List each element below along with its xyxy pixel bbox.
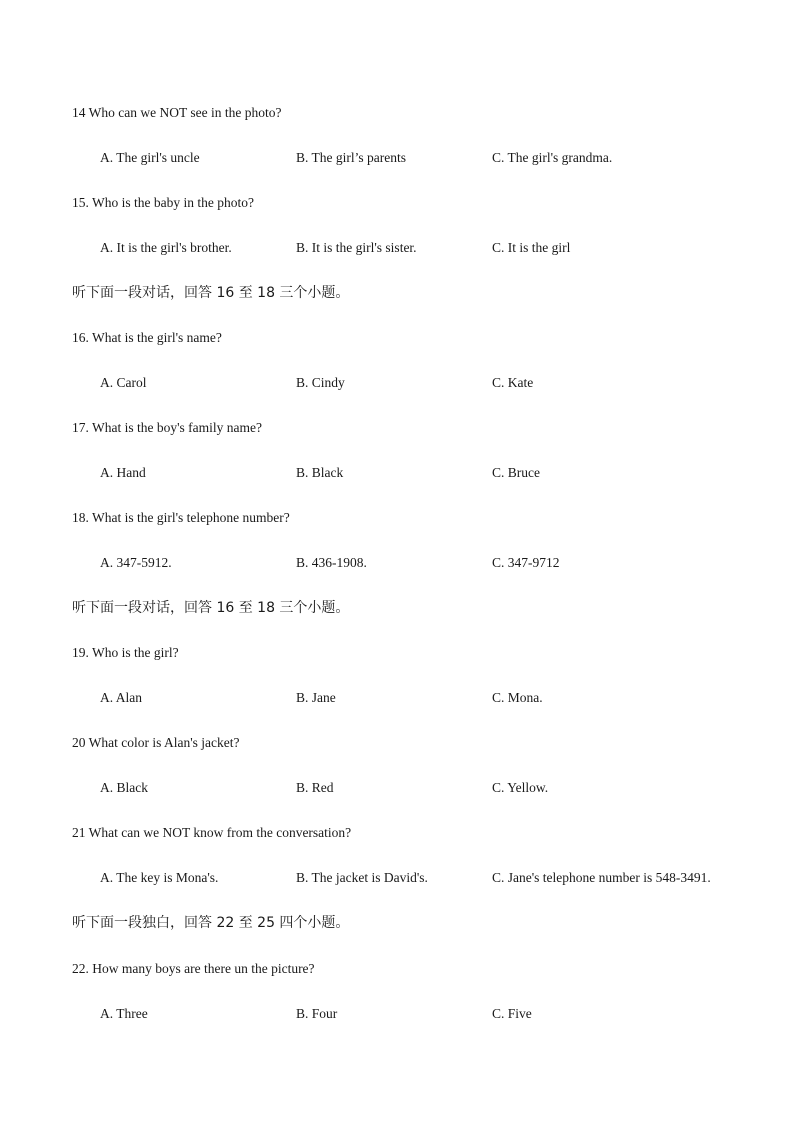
question-22-option-c: C. Five — [492, 1006, 532, 1021]
question-17-option-c: C. Bruce — [492, 465, 540, 480]
question-20-option-b: B. Red — [296, 780, 334, 795]
question-14-option-c: C. The girl's grandma. — [492, 150, 613, 165]
question-15-option-c: C. It is the girl — [492, 240, 571, 255]
section-instruction-2: 听下面一段对话，回答 16 至 18 三个小题。 — [72, 600, 350, 616]
question-16-option-b: B. Cindy — [296, 375, 345, 390]
question-18-option-a: A. 347-5912. — [100, 555, 172, 570]
question-18: 18. What is the girl's telephone number? — [72, 510, 290, 525]
question-16: 16. What is the girl's name? — [72, 330, 222, 345]
question-21: 21 What can we NOT know from the conversation? — [72, 825, 352, 840]
question-19-option-c: C. Mona. — [492, 690, 543, 705]
question-19-option-b: B. Jane — [296, 690, 336, 705]
question-17-option-b: B. Black — [296, 465, 344, 480]
question-21-option-b: B. The jacket is David's. — [296, 870, 428, 885]
question-17-option-a: A. Hand — [100, 465, 146, 480]
question-14-option-a: A. The girl's uncle — [100, 150, 200, 165]
question-21-option-a: A. The key is Mona's. — [100, 870, 219, 885]
question-22: 22. How many boys are there un the picture? — [72, 961, 315, 976]
section-instruction-1: 听下面一段对话，回答 16 至 18 三个小题。 — [72, 285, 350, 301]
question-16-option-a: A. Carol — [100, 375, 147, 390]
question-19: 19. Who is the girl? — [72, 645, 179, 660]
question-15: 15. Who is the baby in the photo? — [72, 195, 254, 210]
question-20-option-a: A. Black — [100, 780, 148, 795]
question-15-option-a: A. It is the girl's brother. — [100, 240, 232, 255]
question-19-option-a: A. Alan — [100, 690, 142, 705]
question-20: 20 What color is Alan's jacket? — [72, 735, 240, 750]
question-17: 17. What is the boy's family name? — [72, 420, 263, 435]
question-22-option-a: A. Three — [100, 1006, 148, 1021]
question-15-option-b: B. It is the girl's sister. — [296, 240, 417, 255]
question-18-option-b: B. 436-1908. — [296, 555, 367, 570]
question-21-option-c: C. Jane's telephone number is 548-3491. — [492, 870, 711, 885]
question-22-option-b: B. Four — [296, 1006, 338, 1021]
question-14: 14 Who can we NOT see in the photo? — [72, 105, 282, 120]
question-20-option-c: C. Yellow. — [492, 780, 549, 795]
question-14-option-b: B. The girl’s parents — [296, 150, 406, 165]
question-18-option-c: C. 347-9712 — [492, 555, 560, 570]
question-16-option-c: C. Kate — [492, 375, 534, 390]
section-instruction-3: 听下面一段独白，回答 22 至 25 四个小题。 — [72, 915, 350, 931]
